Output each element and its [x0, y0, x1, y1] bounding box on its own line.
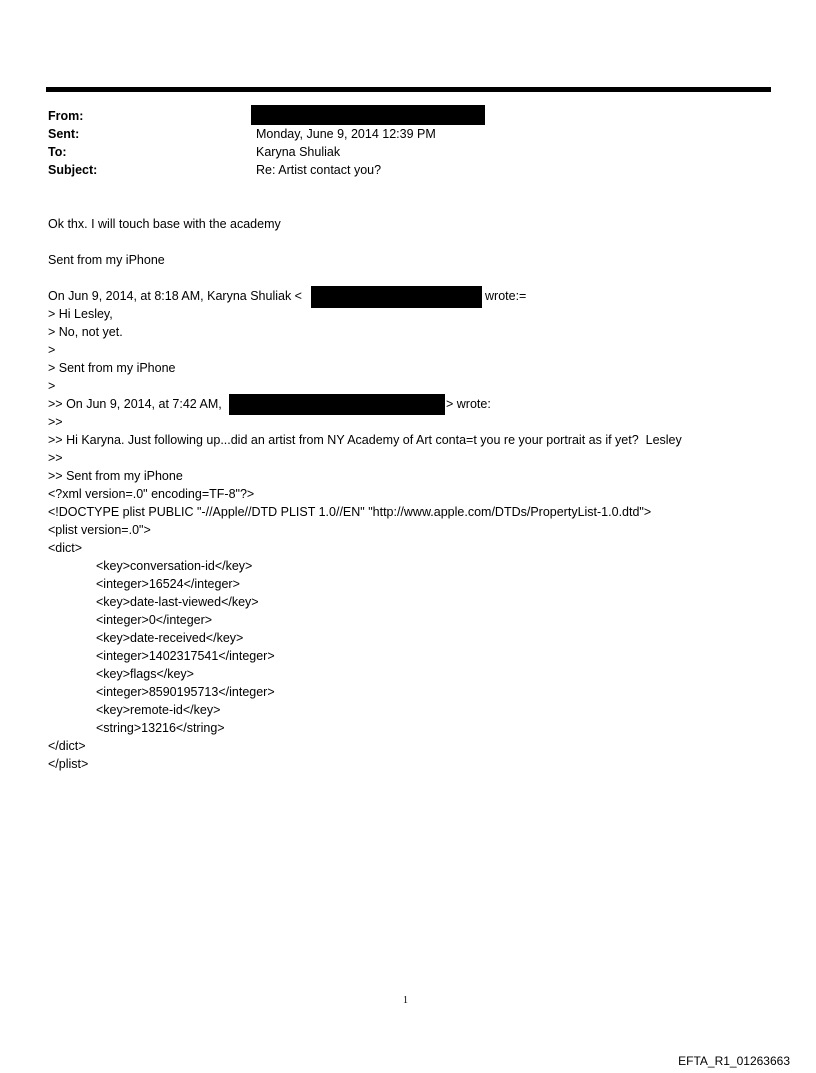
body-line: Ok thx. I will touch base with the academy: [48, 217, 281, 231]
header-rule: [46, 87, 771, 92]
xml-line: </plist>: [48, 757, 89, 771]
quote-line: wrote:=: [485, 289, 527, 303]
xml-line: <integer>8590195713</integer>: [96, 685, 275, 699]
page-number: 1: [403, 995, 408, 1006]
to-label: To:: [48, 145, 67, 159]
xml-line: <key>date-last-viewed</key>: [96, 595, 259, 609]
quote-line: > wrote:: [446, 397, 491, 411]
quote-line: >: [48, 343, 56, 357]
quote-line: > Sent from my iPhone: [48, 361, 176, 375]
xml-line: <key>conversation-id</key>: [96, 559, 253, 573]
quote-line: > No, not yet.: [48, 325, 123, 339]
subject-value: Re: Artist contact you?: [256, 163, 382, 177]
xml-line: <dict>: [48, 541, 83, 555]
email-redaction: [311, 286, 482, 308]
email-redaction: [229, 394, 445, 415]
body-line: Sent from my iPhone: [48, 253, 165, 267]
xml-line: <key>remote-id</key>: [96, 703, 221, 717]
quote-line: >> Hi Karyna. Just following up...did an artist from NY Academy of Art conta=t you re your portrait as if yet? Lesley: [48, 433, 682, 447]
sent-value: Monday, June 9, 2014 12:39 PM: [256, 127, 436, 141]
xml-line: <key>flags</key>: [96, 667, 194, 681]
xml-line: </dict>: [48, 739, 86, 753]
from-label: From:: [48, 109, 84, 123]
xml-line: <integer>1402317541</integer>: [96, 649, 275, 663]
bates-number: EFTA_R1_01263663: [678, 1054, 790, 1068]
xml-line: <integer>0</integer>: [96, 613, 213, 627]
xml-line: <integer>16524</integer>: [96, 577, 240, 591]
xml-line: <key>date-received</key>: [96, 631, 244, 645]
quote-line: >> On Jun 9, 2014, at 7:42 AM,: [48, 397, 222, 411]
xml-line: <string>13216</string>: [96, 721, 225, 735]
to-value: Karyna Shuliak: [256, 145, 341, 159]
sent-label: Sent:: [48, 127, 80, 141]
quote-line: On Jun 9, 2014, at 8:18 AM, Karyna Shuliak <: [48, 289, 302, 303]
xml-line: <?xml version=.0" encoding=TF-8"?>: [48, 487, 255, 501]
quote-line: >> Sent from my iPhone: [48, 469, 183, 483]
subject-label: Subject:: [48, 163, 98, 177]
from-redaction: [251, 105, 485, 125]
quote-line: >>: [48, 451, 63, 465]
quote-line: >>: [48, 415, 63, 429]
quote-line: > Hi Lesley,: [48, 307, 113, 321]
quote-line: >: [48, 379, 56, 393]
xml-line: <!DOCTYPE plist PUBLIC "-//Apple//DTD PLIST 1.0//EN" "http://www.apple.com/DTDs/PropertyList-1.0.dtd">: [48, 505, 652, 519]
xml-line: <plist version=.0">: [48, 523, 151, 537]
